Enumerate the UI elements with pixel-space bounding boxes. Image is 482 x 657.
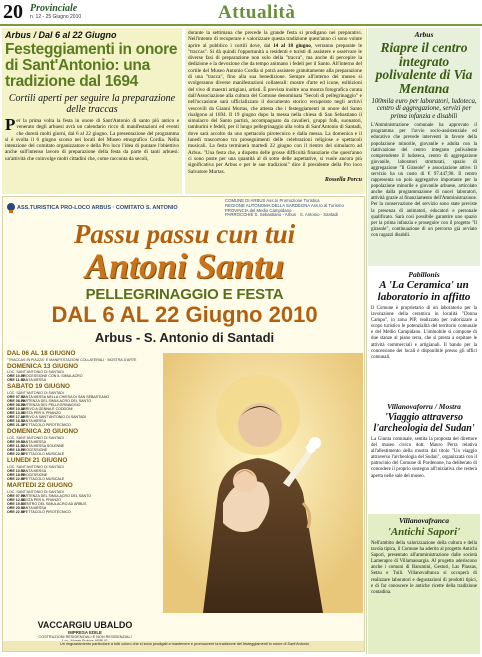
- poster-header: [3, 197, 365, 219]
- saint-anthony-statue-image: [163, 353, 363, 613]
- program-description: PARTENZA DEL SIMULACRO DEL SANTO: [21, 493, 92, 498]
- program-description: SANTA MESSA: [21, 439, 47, 444]
- program-description: PROCESSIONE CON IL SIMULACRO: [21, 374, 83, 378]
- program-day: SABATO 19 GIUGNO: [7, 383, 70, 391]
- proloco-logo-icon: [6, 202, 16, 214]
- article-kicker: Villanovafranca: [398, 516, 449, 525]
- program-entry: [7, 378, 159, 382]
- article-headline: 'Viaggio attraverso l'archeologia del Sudan': [373, 412, 475, 434]
- program-description: SANTA MESSA: [21, 468, 47, 473]
- program-description: ARRIVO A SANT'ANTONIO DI SANTADI: [20, 415, 87, 420]
- program-day: DOMENICA 20 GIUGNO: [7, 428, 79, 436]
- program-time: ORE 13.30: [7, 411, 25, 416]
- program-time: ORE 20.00: [7, 505, 25, 510]
- article-kicker: Arbus: [414, 30, 434, 39]
- sponsor-name: VACCARGIU UBALDO: [37, 620, 133, 630]
- article-pabillonis: [368, 268, 480, 398]
- program-day-block: [7, 428, 159, 456]
- poster-patrons: [225, 199, 363, 218]
- sponsor-detail: COSTRUZIONI RESIDENZIALI E NON RESIDENZIALI: [38, 635, 132, 639]
- program-location: LOC. SANT'ANTONIO DI SANTADI: [7, 390, 64, 395]
- program-description: SOSTA PER IL PRANZO: [21, 497, 61, 502]
- program-description: PARTENZA DEL SIMULACRO DEL SANTO: [21, 398, 92, 403]
- program-description: RIENTRO DEL SIMULACRO AD ARBUS: [21, 501, 87, 506]
- program-location: "TRACCAS IN PIAZZA" E MANIFESTAZIONI COLLATERALI · MOSTRA D'ARTE: [7, 357, 137, 362]
- program-description: SPETTACOLO PIROTECNICO: [21, 509, 71, 514]
- program-description: SPETTACOLO MUSICALE: [21, 477, 65, 481]
- lead-kicker: Arbus / Dal 6 al 22 Giugno: [5, 30, 117, 40]
- program-description: SPETTACOLO MUSICALE: [21, 452, 65, 457]
- program-day: DAL 06 AL 18 GIUGNO: [7, 350, 76, 357]
- program-entry: [7, 477, 159, 481]
- program-time: ORE 11.00: [7, 378, 25, 383]
- program-day: MARTEDI 22 GIUGNO: [7, 482, 73, 490]
- program-time: ORE 22.00: [7, 452, 25, 457]
- column-divider: [366, 28, 367, 654]
- program-location: LOC. SANT'ANTONIO DI SANTADI: [7, 370, 64, 374]
- sponsor-type: IMPRESA EDILE: [68, 630, 102, 635]
- patron-line: PARROCCHIE S. Sebastiano - Arbus · S. Antonio - Santadi: [225, 212, 338, 218]
- program-day-block: [7, 383, 159, 427]
- brand-logo: Provinciale: [30, 3, 78, 14]
- program-entry: [7, 423, 159, 427]
- program-time: ORE 22.00: [7, 477, 25, 481]
- continued-text-2: , verranno preparate le "traccas". Si dà quindi l'opportunità a residenti e turisti di assistere e osservare le diverse fasi di preparazione non solo della "tracca", ma anche di percepire la dedizione e la devozione che da tempo animano i fedeli per il Santo. All'interno del cortile del Museo Antonio Cordia si potrà assistere gratuitamente alla preparazione di una "tracca", fino alla sua benedizione. Sempre all'interno del museo si svolgeranno diverse manifestazioni collaterali: mostre d'arte ed icone, esibizioni del vivo di maestri artigiani, artisti. È prevista inoltre una mostra fotografica curata dall'Associazione alla cultura del Comune denominata "Secoli di pellegrinaggio" e nell'occasione sarà ufficializzato il documento storico recuperato negli archivi vescovili da Gianni Murtas, che attesta che i festeggiamenti in onore del Santo risalgono al 1694. Il 19 giugno dopo la messa nella chiesa di San Sebastiano il simulacro del Santo partirà, accompagnato da cavalieri, gruppi folk, suonatori, tamburini e fedeli, per il lungo pellegrinaggio alla volta di Sant'Antonio di Santadi, dove sarà accolto da uno spettacolo pirotecnico e dalla messa. La domenica e il lunedì trascorrono tra proseguimenti delle celebrazioni religiose e spettacoli musicali. La festa terminerà martedì 22 giugno con il rientro del simulacro ad Arbus. "Una festa che, a dispetto delle grosse difficoltà finanziarie che quest'anno ci sono poste per una quantità al di sotto delle aspettative, si vuole ancora più significativa per Arbus e per le sue tradizioni" dice il presidente della Pro loco Salvatore Murtas.: [188, 42, 362, 175]
- program-time: ORE 09.00: [7, 439, 25, 444]
- poster-association: ASS.TURISTICA PRO-LOCO ARBUS · COMITATO S. ANTONIO: [17, 205, 178, 211]
- poster-title-line1: Passu passu cun tui: [73, 219, 296, 249]
- program-location: LOC. SANT'ANTONIO DI SANTADI: [7, 464, 64, 469]
- poster-subtitle: PELLEGRINAGGIO E FESTA: [85, 286, 284, 303]
- program-description: SANTA MESSA SOLENNE: [21, 444, 65, 449]
- program-day-block: [7, 482, 159, 514]
- program-time: ORE 10.30: [7, 374, 25, 378]
- article-body: La Giunta comunale, sentita la proposta del direttore del museo civico dott. Mauro Perra relativa all'allestimento della mostra dal titolo "Un viaggio attraverso l'archeologia del Sudan", organizzata con il patrocinio del Comune di Pordenone, ha deliberato di concedere il proprio sostegno all'iniziativa che resterà aperta nelle sale del museo.: [371, 437, 477, 479]
- masthead: [0, 0, 482, 26]
- article-body: Nell'ambito della valorizzazione della cultura e della tavola tipica, il Comune ha aderito al progetto Antichi Sapori, presentato all'amministrazione dalle società Lamerapro di Villamassargia. Al progetto aderiscono anche i comuni di Barumini, Gesturi, Las Plassas, Setzu e Tuili. Villanovafranca si occuperà di realizzare laboratori e degustazioni di prodotti tipici, e di far conoscere le antiche ricette della tradizione contadina.: [371, 541, 477, 595]
- patron-line: REGIONE AUTONOMA DELLA SARDEGNA Ass.to al Turismo: [225, 202, 344, 208]
- article-headline: 'Antichi Sapori': [387, 526, 461, 538]
- patron-line: PROVINCIA del Medio Campidano: [225, 207, 292, 213]
- program-location: LOC. SANT'ANTONIO DI SANTADI: [7, 489, 64, 494]
- program-time: ORE 11.00: [7, 444, 25, 449]
- article-villanovafranca: [368, 514, 480, 654]
- article-villanovaforru: [368, 400, 480, 510]
- program-entry: [7, 510, 159, 514]
- program-time: ORE 07.00: [7, 394, 25, 399]
- program-time: ORE 10.30: [7, 406, 25, 411]
- lead-article-continued: [185, 28, 365, 194]
- program-entry: [7, 452, 159, 456]
- program-time: ORE 08.30: [7, 402, 25, 407]
- page-number: 20: [3, 1, 23, 23]
- article-headline: A 'La Ceramica' un laboratorio in affitto: [377, 279, 471, 303]
- lead-continued-body: [188, 30, 362, 175]
- program-description: SANTA MESSA: [21, 505, 47, 510]
- program-day-block: [7, 457, 159, 481]
- article-kicker: Villanovaforru / Mostra: [387, 402, 461, 411]
- article-body: L'Amministrazione comunale ha approvato il programma per l'avvio socio-assistenziale ed educativo che prevede interventi in favore della popolazione minorile, giovanile e adulta con la riattivazione del centro integrato polivalente comprendente il ludoteca, centro di aggregazione giovanile, laboratori strutturati, spazio di aggregazione "Il Girasole" e associazione attive. Il servizio ha un costo di € 97.447,98. Il centro rappresenta un polo aggregativo importante per la popolazione minorile e giovanile arbuese, articolato anche dalla programmazione di nuovi laboratori, attività grazie al finanziamento dell'Amministrazione. Per la conservazione del servizio sono state previste la presenza di animatori, educatori e personale qualificato. Sarà così possibile garantire uno spazio per la prima infanzia e proseguire con il progetto "Il girasole", continuazione di un percorso già avviato con ragazzi disabili.: [371, 123, 477, 238]
- poster-footer: Un ringraziamento particolare a tutti coloro che si sono prodigati a mantenere e promuovere la tradizione dei festeggiamenti in onore di Sant'Antonio: [3, 641, 365, 652]
- poster-program: [7, 350, 159, 618]
- program-day: DOMENICA 13 GIUGNO: [7, 362, 79, 370]
- program-time: ORE 10.00: [7, 468, 25, 473]
- program-time: ORE 19.30: [7, 501, 25, 506]
- lead-subhead: Cortili aperti per seguire la preparazione delle traccas: [8, 93, 176, 115]
- article-body: Il Comune è proprietario di un laboratorio per la lavorazione della ceramica in località "Donna Campu", in zona PIP, realizzato per valorizzare a scopo turistico le potenzialità del territorio comunale e del Medio Campidano. L'immobile si compone di due stanze al piano terra, che si presta a ospitare le attività commerciali e artigianali. Il bando per la concessione dei locali è disponibile presso gli uffici comunali.: [371, 306, 477, 360]
- program-time: ORE 17.30: [7, 415, 25, 420]
- patron-line: COMUNE DI ARBUS Ass.to Promozione Turistica: [225, 198, 320, 203]
- poster-location: Arbus - S. Antonio di Santadi: [94, 330, 275, 345]
- article-kicker: Pabillonis: [408, 270, 440, 279]
- program-time: ORE 08.00: [7, 398, 25, 403]
- poster-dates: DAL 6 AL 22 Giugno 2010: [51, 302, 318, 327]
- program-time: ORE 18.30: [7, 419, 25, 424]
- program-time: ORE 07.00: [7, 493, 25, 498]
- lead-body: [5, 115, 179, 162]
- issue-info: n. 12 - 25 Giugno 2010: [30, 14, 82, 20]
- program-time: ORE 18.00: [7, 472, 25, 477]
- program-description: ARRIVO A GENNA E CODDONI: [20, 406, 73, 411]
- continued-text-1: durante la settimana che precede la grande festa si prodigano nei preparativi. Nell'intento di recuperare e valorizzare questa tradizione quest'anno ci sono volute aprire al pubblico i cortili dove, dal: [188, 30, 362, 49]
- masthead-rule: [0, 24, 482, 26]
- program-description: PROCESSIONE: [21, 448, 48, 453]
- program-time: ORE 21.30: [7, 423, 25, 428]
- program-description: PARTENZA DEL PELLEGRINAGGIO: [21, 402, 81, 407]
- article-headline: Riapre il centro integrato polivalente di Via Mentana: [375, 40, 473, 96]
- sponsor-block: [11, 620, 159, 643]
- poster-title-line2: Antoni Santu: [84, 246, 285, 286]
- program-description: SANTA MESSA: [21, 378, 47, 383]
- program-description: SANTA MESSA NELLA CHIESA DI SAN SEBASTIANO: [21, 394, 110, 399]
- article-signature: Rossella Porcu: [324, 176, 362, 183]
- continued-bold: 14 al 18 giugno: [273, 42, 311, 49]
- program-day-block: [7, 363, 159, 383]
- article-arbus: [368, 28, 480, 266]
- program-description: PROCESSIONE: [21, 472, 48, 477]
- program-day: LUNEDI 21 GIUGNO: [7, 457, 68, 465]
- right-column: [368, 28, 480, 654]
- program-time: ORE 18.00: [7, 448, 25, 453]
- lead-headline: Festeggiamenti in onore di Sant'Antonio: una tradizione dal 1694: [5, 41, 178, 90]
- program-description: SOSTA PER IL PRANZO: [21, 411, 61, 416]
- article-subhead: 100mila euro per laboratori, ludoteca, centro di aggregazione, servizi per prima infanzia e disabili: [371, 98, 477, 120]
- festival-poster: [2, 196, 365, 652]
- program-location: LOC. SANT'ANTONIO DI SANTADI: [7, 435, 64, 440]
- lead-body-text: er la prima volta la festa in onore di Sant'Antonio di santo più antico e venerato degli arbuesi avrà un calendario ricco di manifestazioni ed eventi che durerà molti giorni, dal 6 al 22 giugno. La presentazione del programma si è svolta il 6 giugno scorso nei locali del Museo etnografico Cordia. Nella intenzione del comitato organizzatore e della Pro loco l'idea di puntare l'obiettivo anche sull'intenso lavoro di preparazione della festa da parte di tanti arbuesi: un'attività che coinvolge molti cittadini che, come racconta da secoli,: [5, 118, 179, 162]
- program-day-block: [7, 350, 159, 362]
- program-time: ORE 22.00: [7, 509, 25, 514]
- section-title: Attualità: [218, 2, 296, 23]
- program-time: ORE 12.00: [7, 497, 25, 502]
- lead-article: [2, 28, 182, 194]
- program-description: SPETTACOLO PIROTECNICO: [21, 423, 71, 428]
- drop-cap: P: [5, 115, 16, 134]
- program-description: SANTA MESSA: [21, 419, 47, 424]
